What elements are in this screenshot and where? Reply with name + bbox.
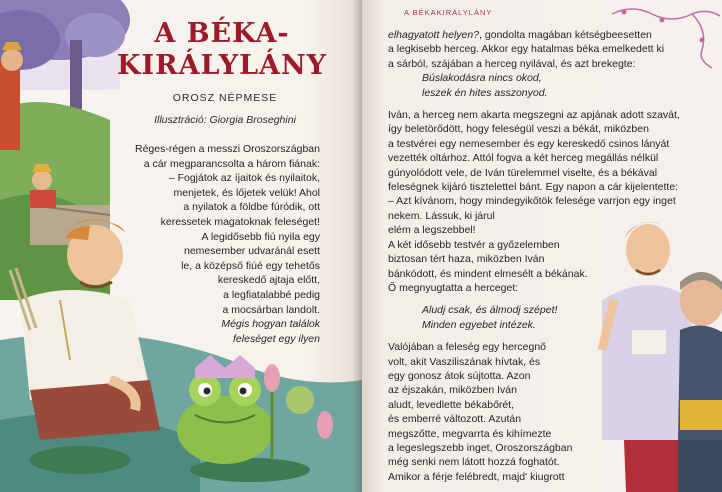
right-text-line: a testvérei egy nemesember és egy kereskedő csinos lányát [388,137,670,150]
left-text-line: a legfiatalabbé pedig [223,288,320,301]
left-text-line: menjetek, és lőjetek velük! Ahol [173,186,320,199]
right-text-line: még senki nem látott hozzá foghatót. [388,456,560,469]
right-text-line: Iván, a herceg nem akarta megszegni az apjának adott szavát, [388,109,680,122]
right-text-line: vezették oltárhoz. Attól fogva a két herceg megállás nélkül [388,152,659,165]
left-text-line: feleséget egy ilyen [233,332,320,345]
right-text-line: a sárból, szájában a herceg nyilával, és azt brekegte: [388,57,636,70]
right-text-line: az éjszakán, miközben Iván [388,384,517,397]
right-text-line: gúnyolódott vele, de Iván türelemmel viselte, és a békával [388,166,658,179]
left-text-line: a nyilatok a földbe fúródik, ott [183,201,320,214]
right-text-line: aludt, levedlette békabőrét, [388,398,515,411]
italic-fragment: elhagyatott helyen? [388,29,480,41]
verse-line: Aludj csak, és álmodj szépet! [422,304,558,317]
right-text-line: a legkisebb herceg. Akkor egy hatalmas béka emelkedett ki [388,43,665,56]
right-text-line: Amikor a férje felébredt, majd' kiugrott [388,470,565,483]
story-origin: OROSZ NÉPMESE [172,92,278,104]
left-text-line: nemesember udvaránál esett [184,245,320,258]
right-text-line: feleségnek kijáró tisztelettel bánt. Egy napon a cár kijelentette: [388,181,679,194]
right-text-line: biztosan tért haza, miközben Iván [388,253,545,266]
right-text-line [388,28,708,42]
paragraph-gap [388,332,708,340]
right-text-line: Ő megnyugtatta a herceget: [388,281,519,294]
right-text-line: így beletörődött, hogy feleségül veszi a békát, miközben [388,123,649,136]
left-text-line: a cár megparancsolta a három fiának: [143,157,320,170]
left-text-line: kereskedő ajtaja előtt, [217,274,320,287]
right-text-line: A két idősebb testvér a győzelemben [388,238,560,251]
right-text-line: bánkódott, és mindent elmesélt a békának. [388,267,588,280]
left-text-line: A legidősebb fiú nyila egy [201,230,320,243]
verse-line: leszek én hites asszonyod. [422,86,548,99]
left-text-line: – Fogjátok az íjaitok és nyilaitok, [168,172,320,185]
illustration-credit: Illusztráció: Giorgia Broseghini [154,114,296,126]
verse-line: Minden egyebet intézek. [422,318,536,331]
title-line-1: A BÉKA- [154,18,290,49]
right-text-line: elém a legszebbel! [388,224,476,237]
right-text-line: volt, akit Vasziliszának hívtak, és [388,355,541,368]
right-text-line: egy gonosz átok sújtotta. Azon [388,369,531,382]
right-page [362,0,722,492]
left-text-line: keressetek magatoknak feleséget! [160,215,320,228]
left-text-line: Mégis hogyan találok [221,318,320,331]
right-body-text [388,28,708,484]
left-body-text [70,142,320,346]
left-text-line: a mocsárban landolt. [222,303,320,316]
right-text-line: a legeslegszebb inget, Oroszországban [388,441,573,454]
verse-line: Búslakodásra nincs okod, [422,72,542,85]
paragraph-gap [388,295,708,303]
left-text-line: Réges-régen a messzi Oroszországban [134,143,320,155]
title-line-2: KIRÁLYLÁNY [117,50,327,81]
right-text-line: megszőtte, megvarrta és kihímezte [388,427,552,440]
right-text-line: Valójában a feleség egy hercegnő [388,341,547,354]
right-text-line: – Azt kívánom, hogy mindegyikőtök felesége varrjon egy inget [388,195,676,208]
running-head: A BÉKAKIRÁLYLÁNY [404,8,493,17]
text-fragment: , gondolta magában kétségbeesetten [479,29,652,41]
paragraph-gap [388,100,708,108]
right-text-line: nekem. Lássuk, ki járul [388,209,495,222]
left-text-line: le, a középső fiúé egy tehetős [181,259,320,272]
right-text-line: és emberré változott. Azután [388,413,522,426]
story-title [112,18,332,82]
